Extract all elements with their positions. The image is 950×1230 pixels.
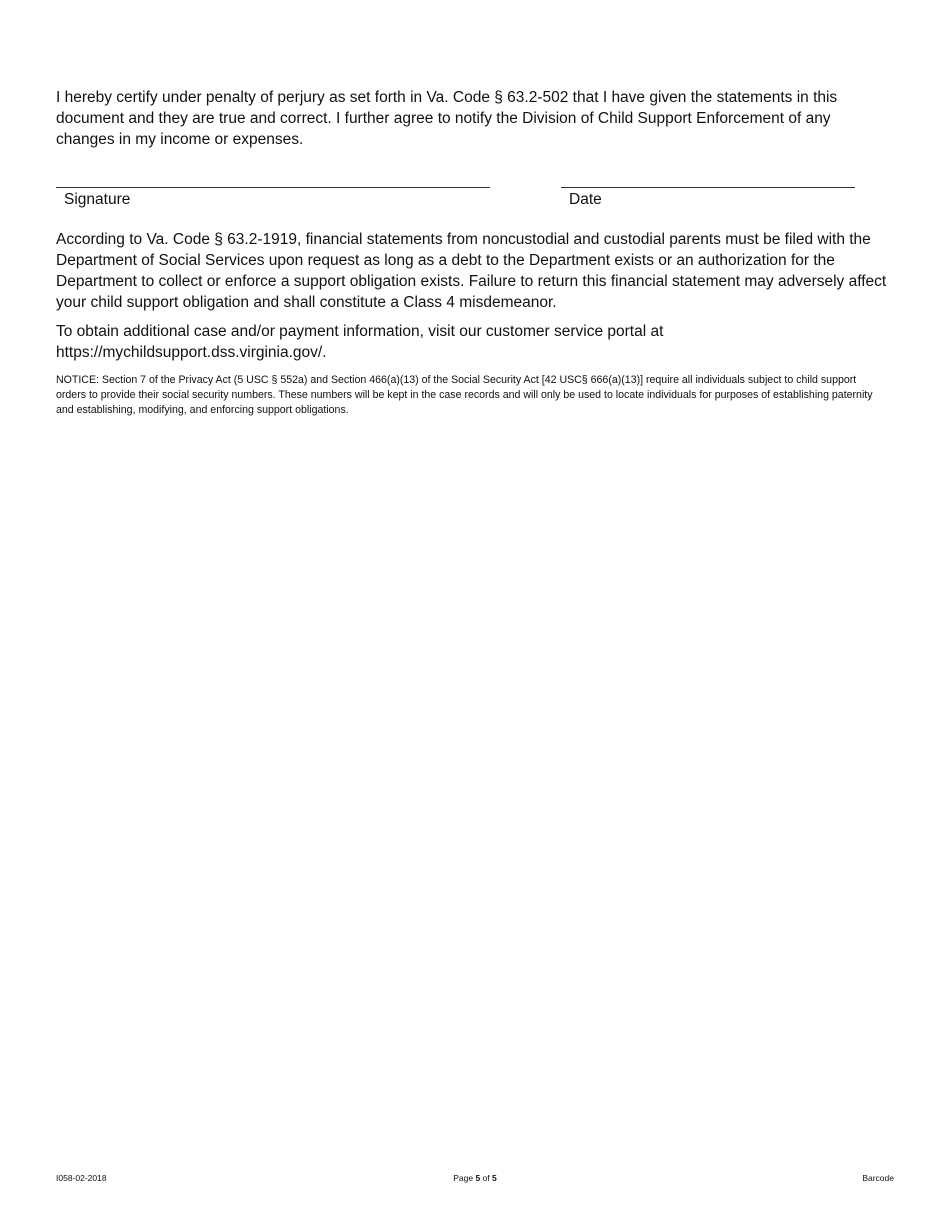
page-prefix: Page — [453, 1173, 474, 1183]
signature-line[interactable] — [56, 187, 490, 188]
statute-paragraph: According to Va. Code § 63.2-1919, financial statements from noncustodial and custodial parents must be filed with the Department of Social Services upon request as long as a debt to the Department exists or an authorization for the Department to collect or enforce a support obligation exists. Failure to return this financial statement may adversely affect your child support obligation and shall constitute a Class 4 misdemeanor. — [56, 231, 887, 311]
page-separator: of — [482, 1173, 490, 1183]
barcode-label: Barcode — [862, 1173, 894, 1183]
page-current: 5 — [475, 1173, 481, 1183]
portal-info-paragraph: To obtain additional case and/or payment information, visit our customer service portal at https://mychildsupport.dss.virginia.gov/. — [56, 323, 664, 361]
date-label: Date — [569, 191, 602, 208]
date-line[interactable] — [561, 187, 855, 188]
privacy-notice: NOTICE: Section 7 of the Privacy Act (5 USC § 552a) and Section 466(a)(13) of the Social Security Act [42 USC§ 666(a)(13)] require all individuals subject to child support orders to provide their social security numbers. These numbers will be kept in the case records and will only be used to locate individuals for purposes of establishing paternity and establishing, modifying, and enforcing support obligations. — [56, 374, 873, 416]
form-number: I058-02-2018 — [56, 1173, 107, 1183]
certification-statement: I hereby certify under penalty of perjury as set forth in Va. Code § 63.2-502 that I have given the statements in this document and they are true and correct. I further agree to notify the Division of Child Support Enforcement of any changes in my income or expenses. — [56, 89, 838, 148]
page-total: 5 — [492, 1173, 497, 1183]
page-indicator — [0, 1173, 950, 1184]
signature-label: Signature — [64, 191, 131, 208]
